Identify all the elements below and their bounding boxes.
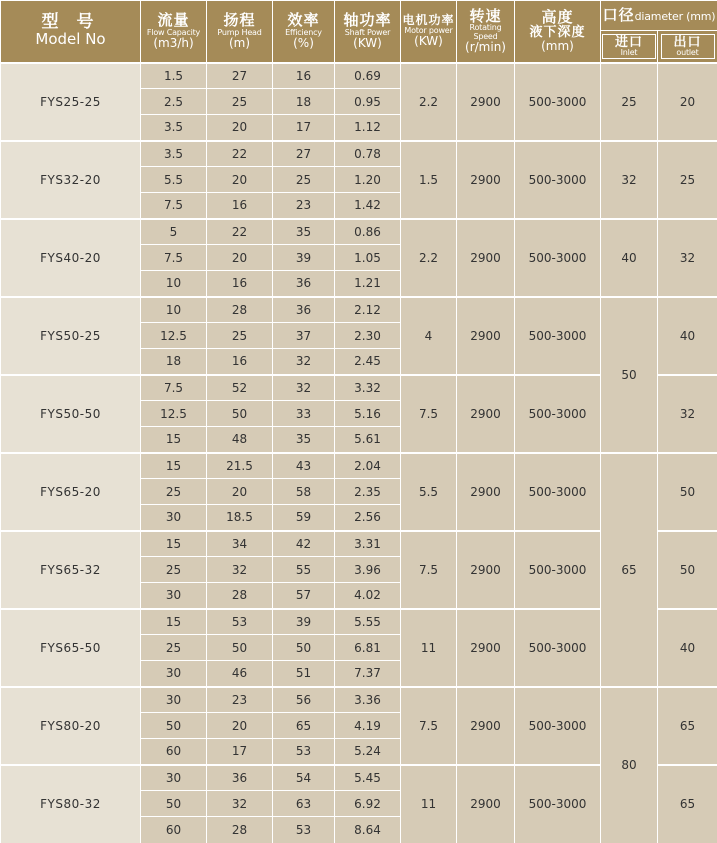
shaft-power-cell: 2.56 xyxy=(335,505,401,531)
efficiency-cell: 18 xyxy=(273,89,335,115)
header-outlet-en: outlet xyxy=(662,49,714,57)
header-head xyxy=(207,1,273,63)
flow-cell: 3.5 xyxy=(141,115,207,141)
motor-power-cell: 11 xyxy=(401,609,457,687)
flow-cell: 3.5 xyxy=(141,141,207,167)
head-cell: 50 xyxy=(207,401,273,427)
depth-cell: 500-3000 xyxy=(515,375,601,453)
header-diameter xyxy=(601,1,717,31)
head-cell: 48 xyxy=(207,427,273,453)
efficiency-cell: 57 xyxy=(273,583,335,609)
flow-cell: 5.5 xyxy=(141,167,207,193)
model-cell: FYS65-20 xyxy=(1,453,141,531)
flow-cell: 12.5 xyxy=(141,401,207,427)
head-cell: 32 xyxy=(207,791,273,817)
inlet-cell: 32 xyxy=(601,141,658,219)
shaft-power-cell: 4.19 xyxy=(335,713,401,739)
header-motor xyxy=(401,1,457,63)
motor-power-cell: 4 xyxy=(401,297,457,375)
efficiency-cell: 36 xyxy=(273,271,335,297)
shaft-power-cell: 3.32 xyxy=(335,375,401,401)
outlet-cell: 32 xyxy=(658,375,717,453)
header-shaft-en: Shaft Power xyxy=(335,29,400,37)
head-cell: 28 xyxy=(207,817,273,843)
efficiency-cell: 39 xyxy=(273,609,335,635)
flow-cell: 18 xyxy=(141,349,207,375)
outlet-cell: 65 xyxy=(658,765,717,843)
header-model-en: Model No xyxy=(1,32,140,48)
flow-cell: 5 xyxy=(141,219,207,245)
inlet-cell: 65 xyxy=(601,453,658,687)
shaft-power-cell: 5.24 xyxy=(335,739,401,765)
header-speed-cn: 转速 xyxy=(457,9,514,25)
header-flow-cn: 流量 xyxy=(141,13,206,29)
outlet-cell: 40 xyxy=(658,609,717,687)
head-cell: 20 xyxy=(207,245,273,271)
header-efficiency-en: Efficiency xyxy=(273,29,334,37)
flow-cell: 10 xyxy=(141,271,207,297)
flow-cell: 30 xyxy=(141,687,207,713)
shaft-power-cell: 3.31 xyxy=(335,531,401,557)
outlet-cell: 32 xyxy=(658,219,717,297)
header-model xyxy=(1,1,141,63)
efficiency-cell: 58 xyxy=(273,479,335,505)
head-cell: 52 xyxy=(207,375,273,401)
outlet-cell: 50 xyxy=(658,453,717,531)
speed-cell: 2900 xyxy=(457,375,515,453)
header-efficiency xyxy=(273,1,335,63)
header-flow-en: Flow Capacity xyxy=(141,29,206,37)
head-cell: 25 xyxy=(207,89,273,115)
header-head-unit: (m) xyxy=(207,37,272,50)
header-shaft-unit: (KW) xyxy=(335,37,400,50)
speed-cell: 2900 xyxy=(457,297,515,375)
model-cell: FYS80-32 xyxy=(1,765,141,843)
outlet-cell: 50 xyxy=(658,531,717,609)
efficiency-cell: 42 xyxy=(273,531,335,557)
shaft-power-cell: 1.05 xyxy=(335,245,401,271)
shaft-power-cell: 0.86 xyxy=(335,219,401,245)
depth-cell: 500-3000 xyxy=(515,219,601,297)
flow-cell: 30 xyxy=(141,765,207,791)
speed-cell: 2900 xyxy=(457,765,515,843)
head-cell: 16 xyxy=(207,193,273,219)
motor-power-cell: 1.5 xyxy=(401,141,457,219)
header-speed xyxy=(457,1,515,63)
efficiency-cell: 32 xyxy=(273,349,335,375)
shaft-power-cell: 6.92 xyxy=(335,791,401,817)
efficiency-cell: 53 xyxy=(273,739,335,765)
header-speed-en: Rotating Speed xyxy=(457,24,514,41)
header-motor-unit: (KW) xyxy=(401,35,456,48)
head-cell: 28 xyxy=(207,583,273,609)
flow-cell: 30 xyxy=(141,661,207,687)
efficiency-cell: 56 xyxy=(273,687,335,713)
head-cell: 20 xyxy=(207,713,273,739)
shaft-power-cell: 2.30 xyxy=(335,323,401,349)
motor-power-cell: 2.2 xyxy=(401,63,457,141)
header-motor-en: Motor power xyxy=(401,27,456,35)
header-height xyxy=(515,1,601,63)
table-row xyxy=(1,453,717,479)
depth-cell: 500-3000 xyxy=(515,687,601,765)
efficiency-cell: 37 xyxy=(273,323,335,349)
header-outlet xyxy=(658,31,717,63)
model-cell: FYS32-20 xyxy=(1,141,141,219)
head-cell: 16 xyxy=(207,349,273,375)
shaft-power-cell: 8.64 xyxy=(335,817,401,843)
outlet-cell: 25 xyxy=(658,141,717,219)
table-row xyxy=(1,141,717,167)
header-efficiency-cn: 效率 xyxy=(273,13,334,29)
motor-power-cell: 11 xyxy=(401,765,457,843)
shaft-power-cell: 1.12 xyxy=(335,115,401,141)
shaft-power-cell: 1.20 xyxy=(335,167,401,193)
depth-cell: 500-3000 xyxy=(515,765,601,843)
flow-cell: 7.5 xyxy=(141,245,207,271)
shaft-power-cell: 3.36 xyxy=(335,687,401,713)
speed-cell: 2900 xyxy=(457,219,515,297)
shaft-power-cell: 1.21 xyxy=(335,271,401,297)
table-row xyxy=(1,219,717,245)
shaft-power-cell: 2.12 xyxy=(335,297,401,323)
efficiency-cell: 54 xyxy=(273,765,335,791)
efficiency-cell: 33 xyxy=(273,401,335,427)
efficiency-cell: 51 xyxy=(273,661,335,687)
header-inlet-cn: 进口 xyxy=(603,36,655,50)
shaft-power-cell: 0.69 xyxy=(335,63,401,89)
shaft-power-cell: 0.78 xyxy=(335,141,401,167)
header-height-unit: (mm) xyxy=(515,40,600,53)
head-cell: 20 xyxy=(207,479,273,505)
efficiency-cell: 32 xyxy=(273,375,335,401)
efficiency-cell: 27 xyxy=(273,141,335,167)
speed-cell: 2900 xyxy=(457,453,515,531)
header-diameter-cn: 口径 xyxy=(603,6,635,24)
head-cell: 36 xyxy=(207,765,273,791)
header-inlet-en: Inlet xyxy=(603,49,655,57)
head-cell: 16 xyxy=(207,271,273,297)
table-row xyxy=(1,63,717,89)
header-diameter-en: diameter (mm) xyxy=(635,10,716,23)
efficiency-cell: 25 xyxy=(273,167,335,193)
efficiency-cell: 59 xyxy=(273,505,335,531)
speed-cell: 2900 xyxy=(457,531,515,609)
head-cell: 27 xyxy=(207,63,273,89)
speed-cell: 2900 xyxy=(457,141,515,219)
table-header xyxy=(1,1,717,63)
speed-cell: 2900 xyxy=(457,63,515,141)
shaft-power-cell: 5.55 xyxy=(335,609,401,635)
shaft-power-cell: 3.96 xyxy=(335,557,401,583)
header-motor-cn: 电机功率 xyxy=(401,14,456,27)
inlet-cell: 25 xyxy=(601,63,658,141)
shaft-power-cell: 5.61 xyxy=(335,427,401,453)
model-cell: FYS25-25 xyxy=(1,63,141,141)
flow-cell: 25 xyxy=(141,479,207,505)
inlet-cell: 50 xyxy=(601,297,658,453)
header-flow xyxy=(141,1,207,63)
shaft-power-cell: 5.16 xyxy=(335,401,401,427)
shaft-power-cell: 4.02 xyxy=(335,583,401,609)
flow-cell: 25 xyxy=(141,635,207,661)
model-cell: FYS65-32 xyxy=(1,531,141,609)
head-cell: 17 xyxy=(207,739,273,765)
shaft-power-cell: 6.81 xyxy=(335,635,401,661)
flow-cell: 2.5 xyxy=(141,89,207,115)
head-cell: 22 xyxy=(207,219,273,245)
flow-cell: 50 xyxy=(141,713,207,739)
header-depth-cn: 液下深度 xyxy=(515,26,600,40)
efficiency-cell: 36 xyxy=(273,297,335,323)
header-model-cn: 型 号 xyxy=(1,14,140,32)
flow-cell: 15 xyxy=(141,453,207,479)
efficiency-cell: 63 xyxy=(273,791,335,817)
model-cell: FYS50-25 xyxy=(1,297,141,375)
header-height-cn: 高度 xyxy=(515,10,600,26)
outlet-cell: 40 xyxy=(658,297,717,375)
head-cell: 34 xyxy=(207,531,273,557)
shaft-power-cell: 7.37 xyxy=(335,661,401,687)
efficiency-cell: 43 xyxy=(273,453,335,479)
motor-power-cell: 2.2 xyxy=(401,219,457,297)
table-row xyxy=(1,687,717,713)
efficiency-cell: 35 xyxy=(273,427,335,453)
depth-cell: 500-3000 xyxy=(515,531,601,609)
flow-cell: 25 xyxy=(141,557,207,583)
head-cell: 46 xyxy=(207,661,273,687)
efficiency-cell: 55 xyxy=(273,557,335,583)
flow-cell: 7.5 xyxy=(141,193,207,219)
flow-cell: 30 xyxy=(141,583,207,609)
depth-cell: 500-3000 xyxy=(515,141,601,219)
head-cell: 25 xyxy=(207,323,273,349)
head-cell: 50 xyxy=(207,635,273,661)
head-cell: 21.5 xyxy=(207,453,273,479)
inlet-cell: 80 xyxy=(601,687,658,843)
flow-cell: 15 xyxy=(141,531,207,557)
efficiency-cell: 35 xyxy=(273,219,335,245)
motor-power-cell: 5.5 xyxy=(401,453,457,531)
flow-cell: 10 xyxy=(141,297,207,323)
motor-power-cell: 7.5 xyxy=(401,687,457,765)
table-row xyxy=(1,297,717,323)
shaft-power-cell: 2.45 xyxy=(335,349,401,375)
header-head-en: Pump Head xyxy=(207,29,272,37)
motor-power-cell: 7.5 xyxy=(401,531,457,609)
head-cell: 18.5 xyxy=(207,505,273,531)
flow-cell: 12.5 xyxy=(141,323,207,349)
shaft-power-cell: 1.42 xyxy=(335,193,401,219)
flow-cell: 60 xyxy=(141,817,207,843)
header-speed-unit: (r/min) xyxy=(457,41,514,54)
outlet-cell: 20 xyxy=(658,63,717,141)
efficiency-cell: 50 xyxy=(273,635,335,661)
depth-cell: 500-3000 xyxy=(515,297,601,375)
header-head-cn: 扬程 xyxy=(207,13,272,29)
header-efficiency-unit: (%) xyxy=(273,37,334,50)
head-cell: 53 xyxy=(207,609,273,635)
efficiency-cell: 16 xyxy=(273,63,335,89)
flow-cell: 15 xyxy=(141,609,207,635)
speed-cell: 2900 xyxy=(457,609,515,687)
shaft-power-cell: 2.04 xyxy=(335,453,401,479)
efficiency-cell: 53 xyxy=(273,817,335,843)
outlet-cell: 65 xyxy=(658,687,717,765)
shaft-power-cell: 5.45 xyxy=(335,765,401,791)
header-flow-unit: (m3/h) xyxy=(141,37,206,50)
flow-cell: 30 xyxy=(141,505,207,531)
head-cell: 20 xyxy=(207,115,273,141)
head-cell: 28 xyxy=(207,297,273,323)
shaft-power-cell: 2.35 xyxy=(335,479,401,505)
model-cell: FYS80-20 xyxy=(1,687,141,765)
efficiency-cell: 17 xyxy=(273,115,335,141)
flow-cell: 1.5 xyxy=(141,63,207,89)
inlet-cell: 40 xyxy=(601,219,658,297)
header-inlet xyxy=(601,31,658,63)
header-outlet-cn: 出口 xyxy=(662,36,714,50)
model-cell: FYS65-50 xyxy=(1,609,141,687)
speed-cell: 2900 xyxy=(457,687,515,765)
model-cell: FYS40-20 xyxy=(1,219,141,297)
flow-cell: 15 xyxy=(141,427,207,453)
head-cell: 23 xyxy=(207,687,273,713)
depth-cell: 500-3000 xyxy=(515,453,601,531)
flow-cell: 60 xyxy=(141,739,207,765)
efficiency-cell: 23 xyxy=(273,193,335,219)
shaft-power-cell: 0.95 xyxy=(335,89,401,115)
table-body xyxy=(1,63,717,843)
head-cell: 20 xyxy=(207,167,273,193)
efficiency-cell: 65 xyxy=(273,713,335,739)
depth-cell: 500-3000 xyxy=(515,63,601,141)
depth-cell: 500-3000 xyxy=(515,609,601,687)
head-cell: 32 xyxy=(207,557,273,583)
header-shaft xyxy=(335,1,401,63)
flow-cell: 50 xyxy=(141,791,207,817)
flow-cell: 7.5 xyxy=(141,375,207,401)
efficiency-cell: 39 xyxy=(273,245,335,271)
head-cell: 22 xyxy=(207,141,273,167)
motor-power-cell: 7.5 xyxy=(401,375,457,453)
header-shaft-cn: 轴功率 xyxy=(335,13,400,29)
model-cell: FYS50-50 xyxy=(1,375,141,453)
